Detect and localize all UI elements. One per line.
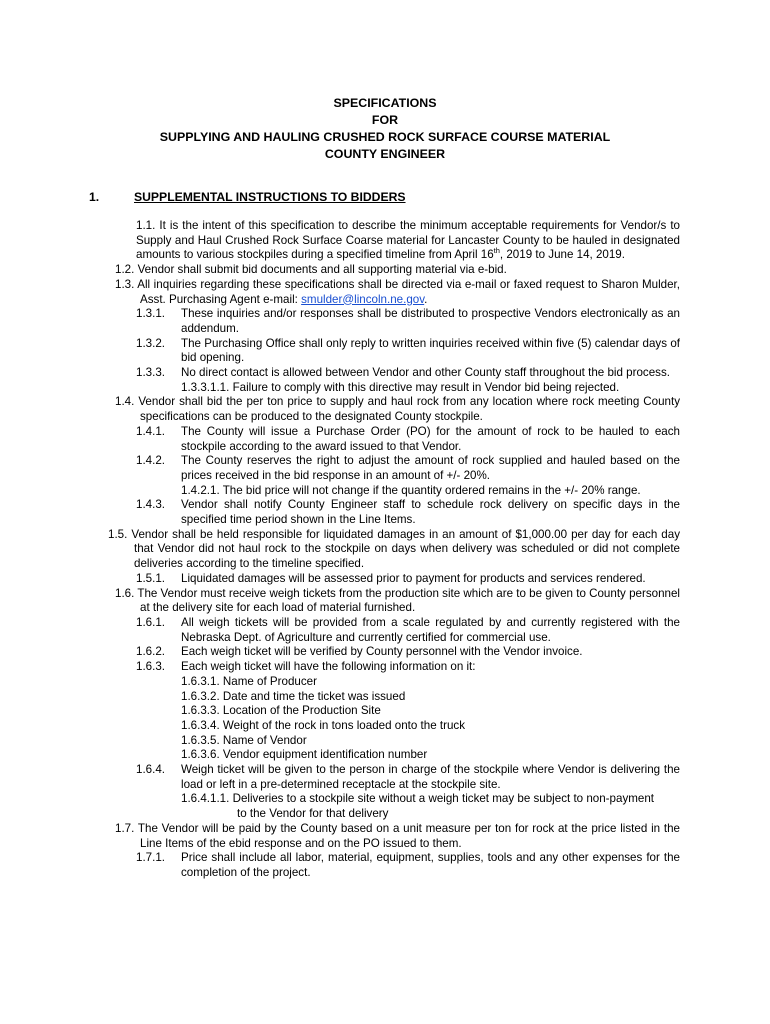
document-title xyxy=(0,95,770,163)
item-text: The Purchasing Office shall only reply to written inquiries received within five (5) calendar days of bid opening. xyxy=(181,336,680,365)
item-number: 1.7. xyxy=(115,821,135,835)
item-text: The County reserves the right to adjust the amount of rock supplied and hauled based on the prices received in the bid response in an amount of +/- 20%. xyxy=(181,454,680,482)
document-body xyxy=(0,219,770,881)
item-text-cont: to the Vendor for that delivery xyxy=(237,807,389,821)
item-text: No direct contact is allowed between Vendor and other County staff throughout the bid process. xyxy=(181,366,670,380)
item-number: 1.2. xyxy=(115,263,135,277)
item-1-4 xyxy=(0,395,770,424)
item-text: It is the intent of this specification to describe the minimum acceptable requirements for Vendor/s to Supply and Haul Crushed Rock Surface Coarse material for Lancaster County to be hauled in designated amounts to various stockpiles during a specified timeline from April 16 xyxy=(136,219,680,262)
item-text: Weigh ticket will be given to the person in charge of the stockpile where Vendor is delivering the load or left in a pre-determined receptacle at the stockpile site. xyxy=(181,763,680,791)
item-1-6-1 xyxy=(0,616,770,645)
item-text: Vendor shall be held responsible for liquidated damages in an amount of $1,000.00 per day for each day that Vendor did not haul rock to the stockpile on days when delivery was scheduled or did not complete deliveries according to the timeline specified. xyxy=(131,527,680,571)
email-link[interactable]: smulder@lincoln.ne.gov xyxy=(301,292,425,306)
item-number: 1.4.2. xyxy=(136,454,166,468)
item-1-3-1 xyxy=(0,307,770,336)
item-text: Vendor shall submit bid documents and all supporting material via e-bid. xyxy=(137,263,507,277)
item-1-3 xyxy=(0,278,770,307)
item-number: 1.6.1. xyxy=(136,615,166,629)
item-1-3-3-1-1 xyxy=(0,381,770,396)
superscript: th xyxy=(493,246,500,256)
title-line-2: FOR xyxy=(371,113,399,127)
item-text: These inquiries and/or responses shall be distributed to prospective Vendors electronically as an addendum. xyxy=(181,307,680,335)
item-number: 1.7.1. xyxy=(136,851,166,865)
item-text: All inquiries regarding these specifications shall be directed via e-mail or faxed request to Sharon Mulder, Asst. Purchasing Agent e-mail: xyxy=(137,277,681,306)
item-number: 1.3.3. xyxy=(136,366,166,380)
item-1-6 xyxy=(0,587,770,616)
item-text: The Vendor will be paid by the County based on a unit measure per ton for rock at the price listed in the Line Items of the ebid response and on the PO issued to them. xyxy=(137,821,680,850)
item-text: 1.3.3.1.1. Failure to comply with this directive may result in Vendor bid being rejected. xyxy=(181,380,620,394)
title-line-1: SPECIFICATIONS xyxy=(333,96,437,110)
list-item: 1.6.3.4. Weight of the rock in tons loaded onto the truck xyxy=(181,718,466,732)
list-item: 1.6.3.5. Name of Vendor xyxy=(181,733,307,747)
item-text: Each weigh ticket will have the following information on it: xyxy=(181,660,476,674)
item-text: 1.4.2.1. The bid price will not change if the quantity ordered remains in the +/- 20% range. xyxy=(181,483,641,497)
item-1-4-1 xyxy=(0,425,770,454)
item-text: Vendor shall notify County Engineer staff to schedule rock delivery on specific days in the specified time period shown in the Line Items. xyxy=(181,498,680,527)
item-1-3-3 xyxy=(0,366,770,381)
item-number: 1.3. xyxy=(115,277,135,291)
item-number: 1.6.3. xyxy=(136,660,166,674)
item-1-4-3 xyxy=(0,498,770,527)
item-1-7-1 xyxy=(0,851,770,880)
item-text: The County will issue a Purchase Order (PO) for the amount of rock to be hauled to each stockpile according to the award issued to that Vendor. xyxy=(181,424,680,453)
item-1-5 xyxy=(0,528,770,572)
title-line-4: COUNTY ENGINEER xyxy=(324,147,446,161)
item-text: All weigh tickets will be provided from a scale regulated by and currently registered with the Nebraska Dept. of Agriculture and currently certified for commercial use. xyxy=(181,615,680,644)
item-1-6-2 xyxy=(0,645,770,660)
item-number: 1.6.2. xyxy=(136,645,166,659)
item-text: 1.6.4.1.1. Deliveries to a stockpile site without a weigh ticket may be subject to non-payment xyxy=(181,792,655,806)
item-text: Liquidated damages will be assessed prior to payment for products and services rendered. xyxy=(181,571,646,585)
item-number: 1.4.3. xyxy=(136,498,166,512)
item-number: 1.3.1. xyxy=(136,307,166,321)
item-text: The Vendor must receive weigh tickets from the production site which are to be given to County personnel at the delivery site for each load of material furnished. xyxy=(137,586,680,615)
item-1-4-2-1 xyxy=(0,484,770,499)
section-title: SUPPLEMENTAL INSTRUCTIONS TO BIDDERS xyxy=(134,190,406,204)
item-number: 1.5.1. xyxy=(136,571,166,585)
item-number: 1.6. xyxy=(115,586,135,600)
item-number: 1.4. xyxy=(115,395,135,409)
item-1-1 xyxy=(0,219,770,263)
item-1-2 xyxy=(0,263,770,278)
list-item: 1.6.3.3. Location of the Production Site xyxy=(181,704,381,718)
item-1-7 xyxy=(0,822,770,851)
section-number: 1. xyxy=(89,190,100,204)
item-1-5-1 xyxy=(0,572,770,587)
item-1-6-3 xyxy=(0,660,770,675)
list-item: 1.6.3.2. Date and time the ticket was issued xyxy=(181,689,406,703)
title-line-3: SUPPLYING AND HAULING CRUSHED ROCK SURFACE COURSE MATERIAL xyxy=(159,130,611,144)
item-1-6-4-1-1 xyxy=(0,792,770,821)
item-text: Each weigh ticket will be verified by County personnel with the Vendor invoice. xyxy=(181,645,583,659)
item-1-3-2 xyxy=(0,337,770,366)
list-item: 1.6.3.1. Name of Producer xyxy=(181,674,317,688)
item-text: Vendor shall bid the per ton price to supply and haul rock from any location where rock meeting County specifications can be produced to the designated County stockpile. xyxy=(138,395,680,424)
item-number: 1.6.4. xyxy=(136,763,166,777)
item-number: 1.5. xyxy=(108,527,128,541)
weigh-ticket-info-list xyxy=(181,675,680,763)
item-text-cont: , 2019 to June 14, 2019. xyxy=(499,248,625,262)
item-number: 1.4.1. xyxy=(136,424,166,438)
list-item: 1.6.3.6. Vendor equipment identification number xyxy=(181,748,428,762)
item-number: 1.1. xyxy=(136,219,156,232)
item-1-6-4 xyxy=(0,763,770,792)
item-text: Price shall include all labor, material, equipment, supplies, tools and any other expenses for the completion of the project. xyxy=(181,851,680,879)
item-number: 1.3.2. xyxy=(136,336,166,350)
item-1-4-2 xyxy=(0,454,770,483)
item-end: . xyxy=(424,292,428,306)
